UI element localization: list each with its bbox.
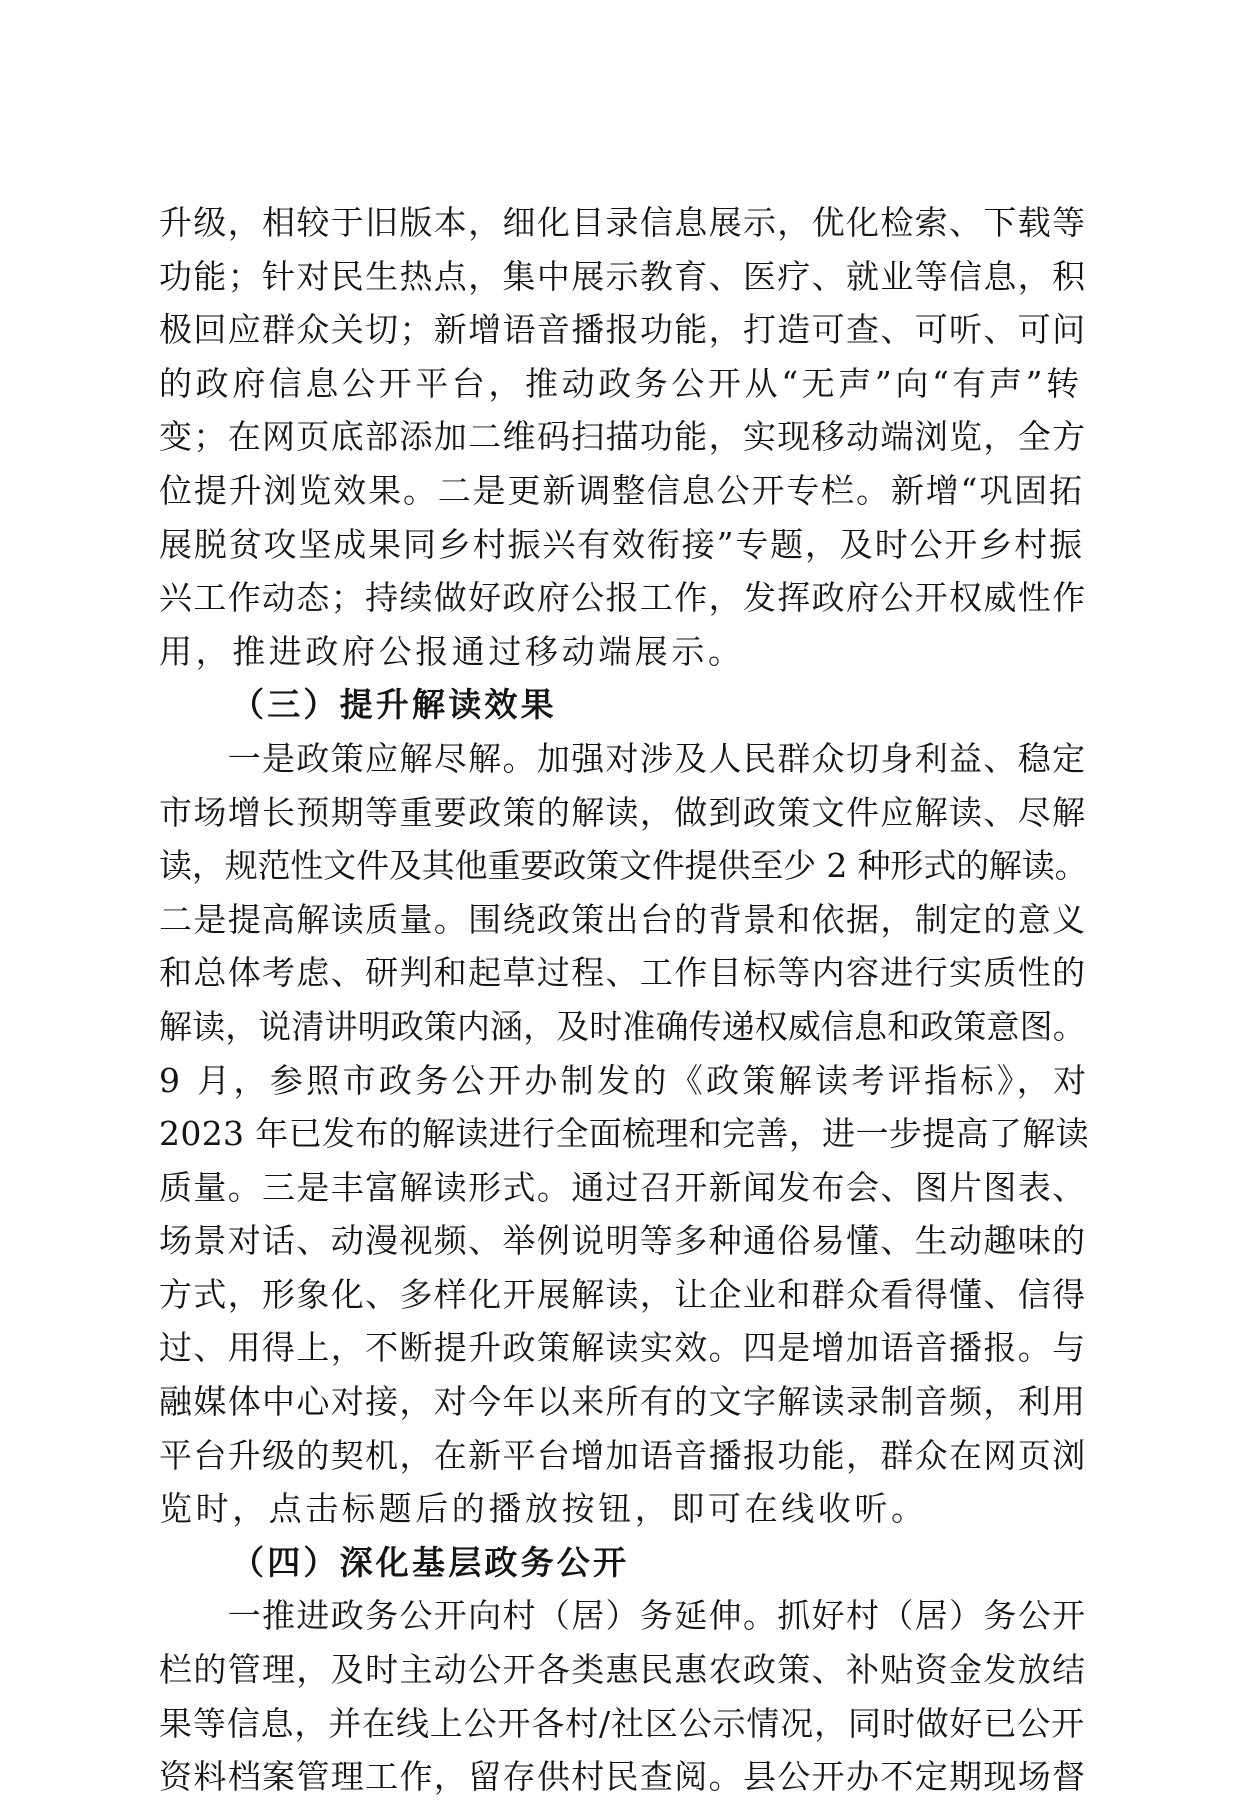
paragraph-line: 质量。三是丰富解读形式。通过召开新闻发布会、图片图表、 <box>159 1167 1087 1207</box>
paragraph-line: 一是政策应解尽解。加强对涉及人民群众切身利益、稳定 <box>159 738 1087 778</box>
paragraph-line: 融媒体中心对接，对今年以来所有的文字解读录制音频，利用 <box>159 1382 1087 1422</box>
paragraph-line: 极回应群众关切；新增语音播报功能，打造可查、可听、可问 <box>159 310 1087 350</box>
paragraph-line: 展脱贫攻坚成果同乡村振兴有效衔接”专题，及时公开乡村振 <box>159 524 1084 564</box>
paragraph-line: 市场增长预期等重要政策的解读，做到政策文件应解读、尽解 <box>159 792 1087 832</box>
section-heading: （三）提升解读效果 <box>231 685 557 725</box>
paragraph-line: 果等信息，并在线上公开各村/社区公示情况，同时做好已公开 <box>159 1703 1085 1743</box>
paragraph-line: 用，推进政府公报通过移动端展示。 <box>159 631 745 671</box>
paragraph-line: 9 月，参照市政务公开办制发的《政策解读考评指标》，对 <box>159 1060 1090 1100</box>
paragraph-line: 和总体考虑、研判和起草过程、工作目标等内容进行实质性的 <box>159 953 1087 993</box>
paragraph-line: 平台升级的契机，在新平台增加语音播报功能，群众在网页浏 <box>159 1435 1087 1475</box>
paragraph-line: 栏的管理，及时主动公开各类惠民惠农政策、补贴资金发放结 <box>159 1650 1087 1690</box>
paragraph-line: 兴工作动态；持续做好政府公报工作，发挥政府公开权威性作 <box>159 578 1087 618</box>
paragraph-line: 场景对话、动漫视频、举例说明等多种通俗易懂、生动趣味的 <box>159 1221 1087 1261</box>
paragraph-line: 方式，形象化、多样化开展解读，让企业和群众看得懂、信得 <box>159 1274 1087 1314</box>
paragraph-line: 览时，点击标题后的播放按钮，即可在线收听。 <box>159 1489 928 1529</box>
paragraph-line: 功能；针对民生热点，集中展示教育、医疗、就业等信息，积 <box>159 256 1087 296</box>
section-heading: （四）深化基层政务公开 <box>231 1542 630 1582</box>
document-body <box>159 196 1089 1804</box>
paragraph-line: 位提升浏览效果。二是更新调整信息公开专栏。新增“巩固拓 <box>159 470 1084 510</box>
paragraph-line: 解读，说清讲明政策内涵，及时准确传递权威信息和政策意图。 <box>159 1006 1086 1046</box>
paragraph-line: 2023 年已发布的解读进行全面梳理和完善，进一步提高了解读 <box>159 1114 1089 1154</box>
paragraph-line: 二是提高解读质量。围绕政策出台的背景和依据，制定的意义 <box>159 899 1087 939</box>
paragraph-line: 过、用得上，不断提升政策解读实效。四是增加语音播报。与 <box>159 1328 1087 1368</box>
paragraph-line: 资料档案管理工作，留存供村民查阅。县公开办不定期现场督 <box>159 1757 1087 1797</box>
paragraph-line: 的政府信息公开平台，推动政务公开从“无声”向“有声”转 <box>159 363 1083 403</box>
paragraph-line: 读，规范性文件及其他重要政策文件提供至少 2 种形式的解读。 <box>159 846 1088 886</box>
paragraph-line: 一推进政务公开向村（居）务延伸。抓好村（居）务公开 <box>159 1596 1087 1636</box>
paragraph-line: 升级，相较于旧版本，细化目录信息展示，优化检索、下载等 <box>159 203 1087 242</box>
paragraph-line: 变；在网页底部添加二维码扫描功能，实现移动端浏览，全方 <box>159 417 1087 457</box>
